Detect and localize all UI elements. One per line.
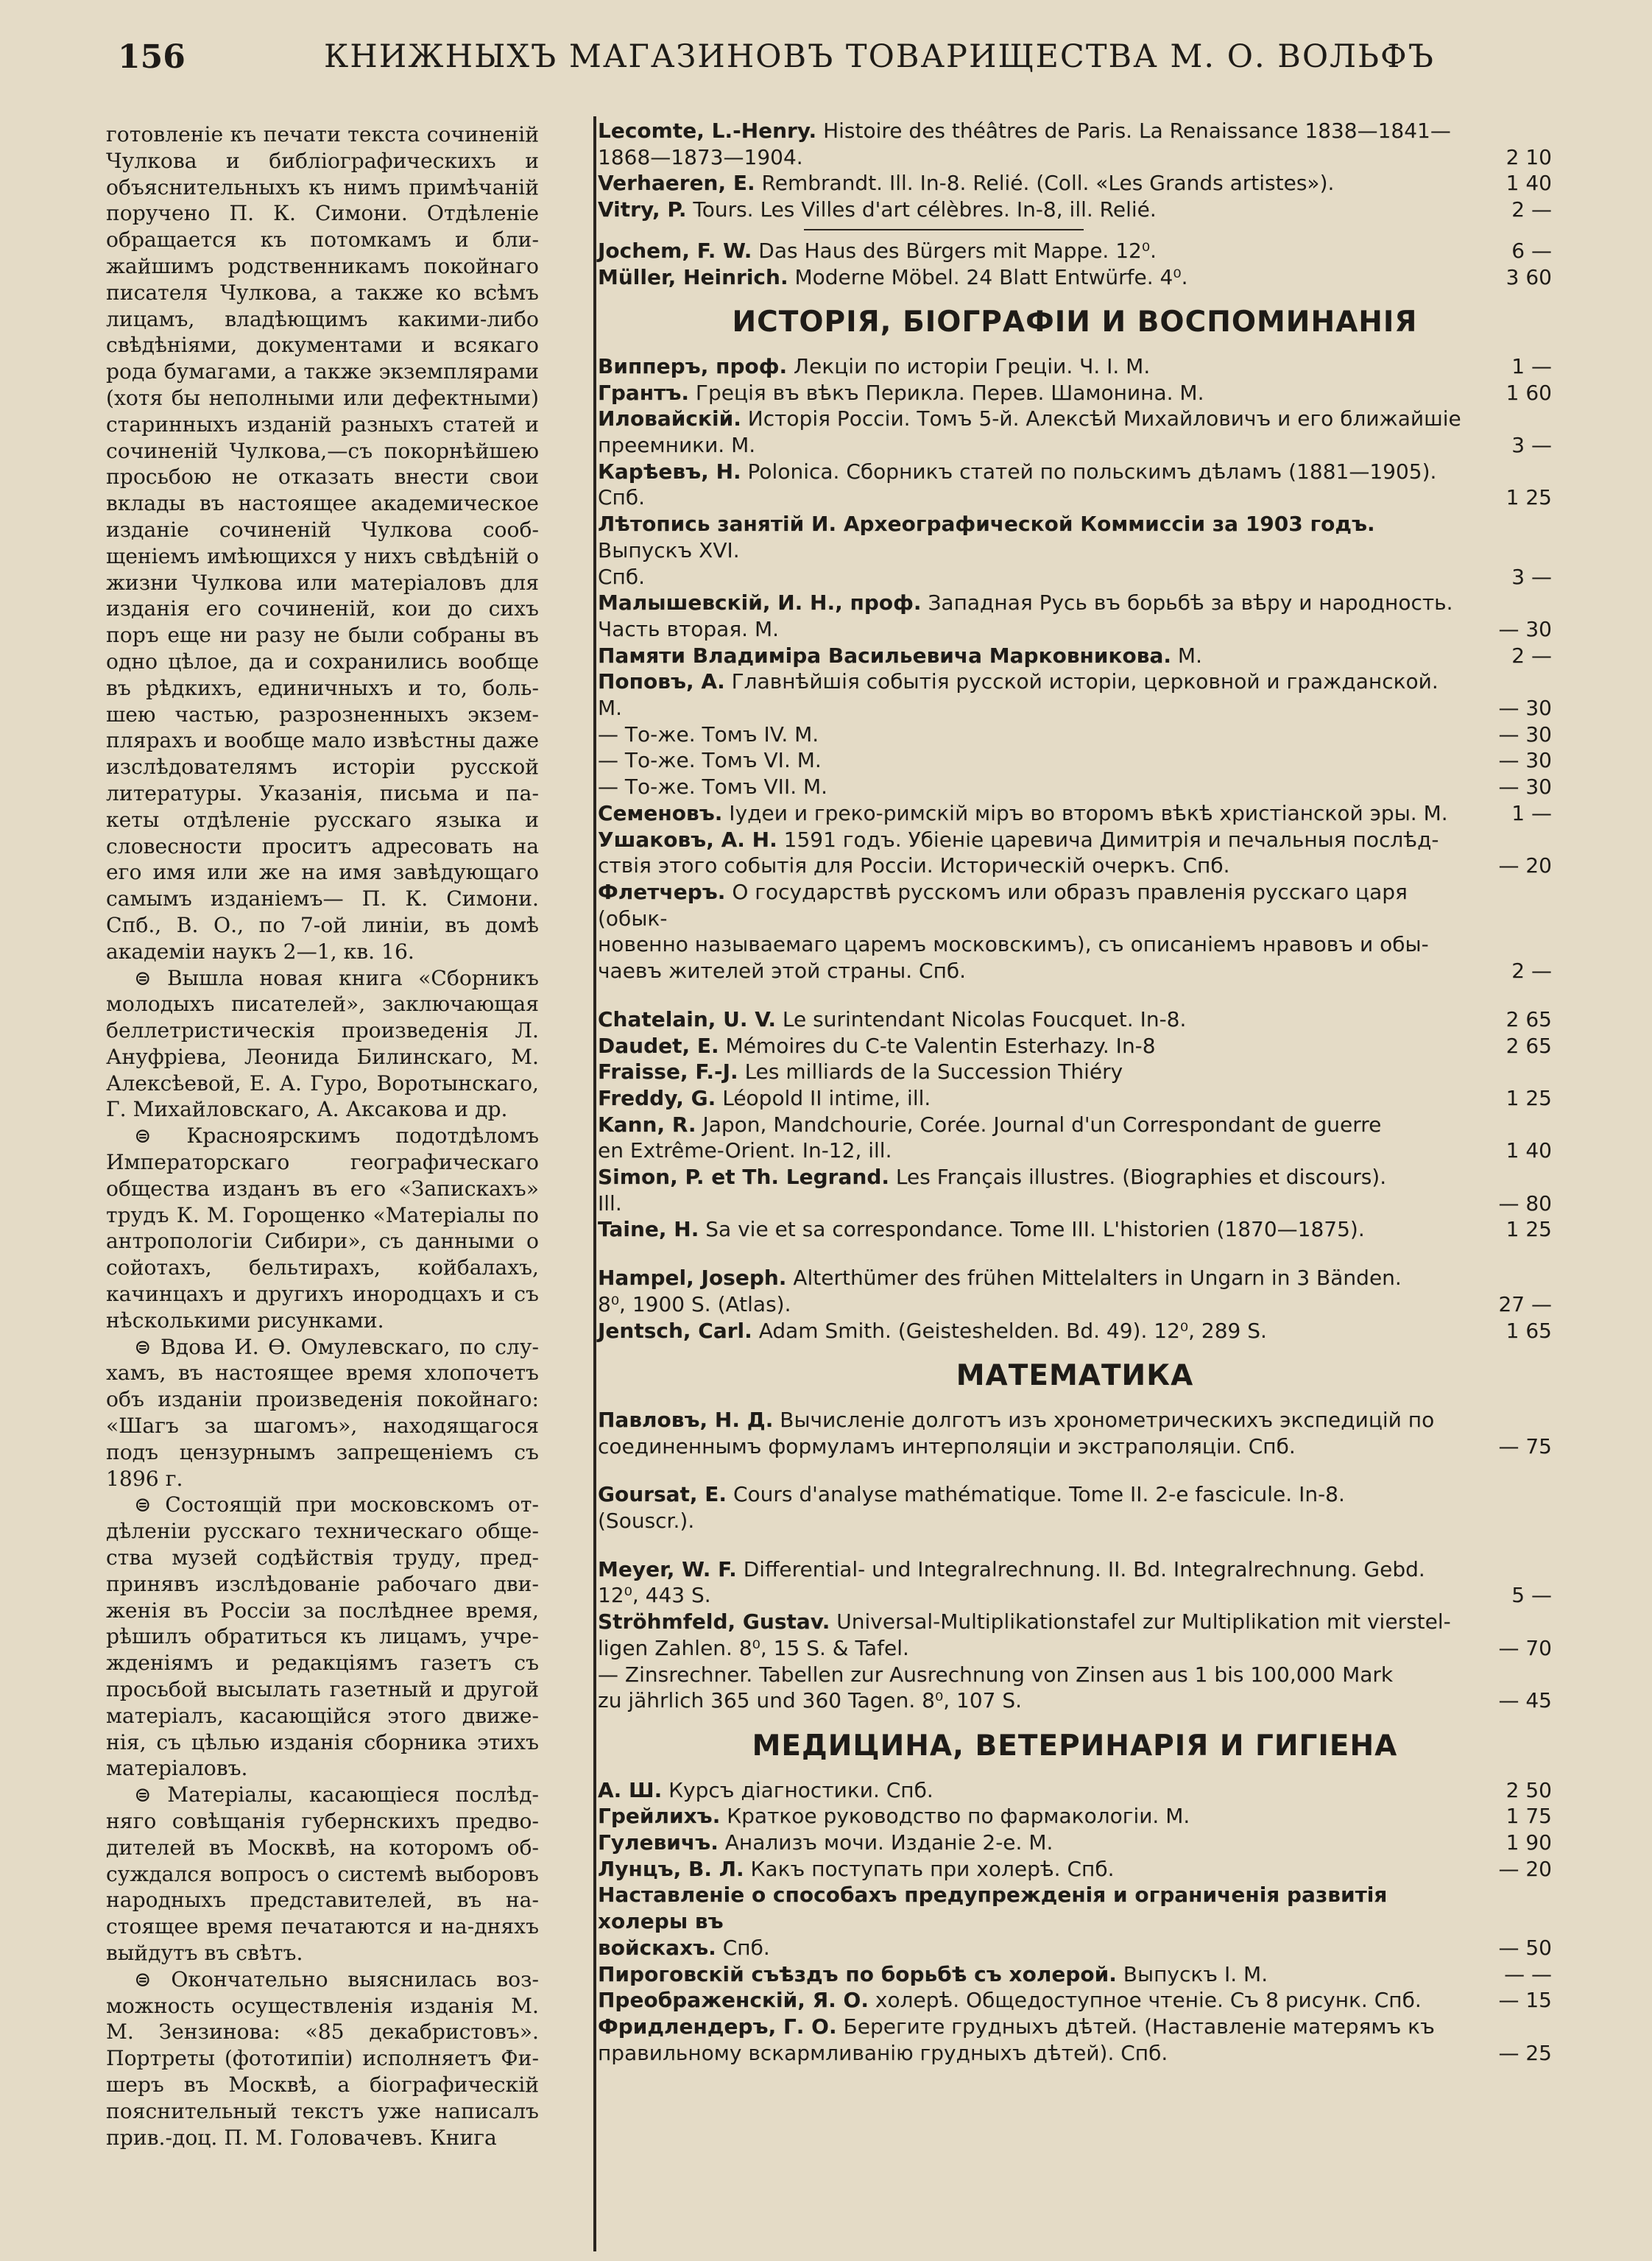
entry-text bbox=[598, 1112, 1464, 1164]
entry-author: Фридлендеръ, Г. О. bbox=[598, 2014, 837, 2039]
entry-price: 1 40 bbox=[1505, 1138, 1552, 1163]
entry-title: Universal-Multiplikationstafel zur Multiplikation mit vierstel- ligen Zahlen. 8⁰, 15 S. & Tafel. bbox=[598, 1609, 1451, 1660]
entry-text bbox=[598, 170, 1464, 197]
entry-author: Verhaeren, E. bbox=[598, 171, 755, 196]
entry-price: 3 — bbox=[1511, 433, 1552, 458]
catalog-entry bbox=[598, 590, 1552, 642]
entry-price: 6 — bbox=[1511, 238, 1552, 263]
catalog-entry bbox=[598, 1112, 1552, 1164]
history-list-french bbox=[598, 1006, 1552, 1243]
entry-author: Jochem, F. W. bbox=[598, 238, 752, 263]
catalog-entry bbox=[598, 1033, 1552, 1059]
entry-text bbox=[598, 1662, 1464, 1714]
math-list-german bbox=[598, 1556, 1552, 1714]
entry-text bbox=[598, 879, 1464, 984]
catalog-entry bbox=[598, 1216, 1552, 1243]
entry-title: Іудеи и греко-римскій міръ во второмъ вѣкѣ христіанской эры. М. bbox=[722, 800, 1448, 825]
catalog-entry bbox=[598, 2014, 1552, 2066]
news-paragraph: ⊜ Состоящій при московскомъ отдѣленіи русскаго техническаго общества музей содѣйствія труду, предпринявъ изслѣдованіе рабочаго движенія въ Россіи за послѣднее время, рѣшилъ обратиться къ лицамъ, учрежденіямъ и редакціямъ газетъ съ просьбой высылать газетный и другой матеріалъ, касающійся этого движенія, съ цѣлью изданія сборника этихъ матеріаловъ. bbox=[106, 1492, 539, 1781]
entry-author: Пироговскій съѣздъ по борьбѣ съ холерой. bbox=[598, 1961, 1117, 1986]
entry-author: Simon, P. et Th. Legrand. bbox=[598, 1165, 889, 1190]
entry-author: Ушаковъ, А. Н. bbox=[598, 827, 777, 852]
entry-price: — 20 bbox=[1498, 1856, 1552, 1881]
math-list-russian bbox=[598, 1407, 1552, 1459]
catalog-entry bbox=[598, 669, 1552, 721]
entry-price: — 70 bbox=[1498, 1635, 1552, 1660]
catalog-entry bbox=[598, 879, 1552, 984]
entry-title: Adam Smith. (Geisteshelden. Bd. 49). 12⁰, 289 S. bbox=[752, 1318, 1267, 1343]
entry-price: 2 10 bbox=[1505, 144, 1552, 169]
entry-author: Карѣевъ, Н. bbox=[598, 459, 741, 484]
entry-title: Tours. Les Villes d'art célèbres. In-8, ill. Relié. bbox=[686, 197, 1157, 222]
entry-price: 3 — bbox=[1511, 564, 1552, 589]
history-list-german bbox=[598, 1265, 1552, 1344]
entry-title: Анализъ мочи. Изданіе 2-е. М. bbox=[718, 1830, 1053, 1855]
entry-price: 1 90 bbox=[1505, 1830, 1552, 1855]
entry-price: 2 65 bbox=[1505, 1033, 1552, 1058]
entry-text bbox=[598, 722, 1464, 748]
catalog-entry bbox=[598, 1662, 1552, 1714]
entry-text bbox=[598, 1164, 1464, 1216]
entry-text bbox=[598, 669, 1464, 721]
entry-text bbox=[598, 1987, 1464, 2014]
entry-text bbox=[598, 238, 1464, 264]
entry-title: Mémoires du C-te Valentin Esterhazy. In-8 bbox=[719, 1033, 1156, 1058]
entry-author: Kann, R. bbox=[598, 1112, 696, 1137]
section-title-history: ИСТОРІЯ, БІОГРАФІИ И ВОСПОМИНАНІЯ bbox=[732, 306, 1418, 339]
entry-text bbox=[598, 1216, 1464, 1243]
entry-title: Moderne Möbel. 24 Blatt Entwürfe. 4⁰. bbox=[788, 264, 1188, 289]
entry-price: 1 25 bbox=[1505, 485, 1552, 510]
section-title-medicine: МЕДИЦИНА, ВЕТЕРИНАРІЯ И ГИГІЕНА bbox=[752, 1729, 1398, 1763]
catalog-entry bbox=[598, 1059, 1552, 1085]
entry-title: Sa vie et sa correspondance. Tome III. L'historien (1870—1875). bbox=[699, 1217, 1365, 1242]
entry-title: Западная Русь въ борьбѣ за вѣру и народность. Часть вторая. М. bbox=[598, 590, 1453, 641]
news-paragraph: готовленіе къ печати текста сочиненій Чулкова и библіографическихъ и объяснительныхъ къ нимъ примѣчаній поручено П. К. Симони. Отдѣленіе обращается къ потомкамъ и ближайшимъ родственникамъ покойнаго писателя Чулкова, а также ко всѣмъ лицамъ, владѣющимъ какими-либо свѣдѣніями, документами и всякаго рода бумагами, а также экземплярами (хотя бы неполными или дефектными) старинныхъ изданій разныхъ статей и сочиненій Чулкова,—съ покорнѣйшею просьбою не отказать внести свои вклады въ настоящее академическое изданіе сочиненій Чулкова сообщеніемъ имѣющихся у нихъ свѣдѣній о жизни Чулкова или матеріаловъ для изданія его сочиненій, кои до сихъ поръ еще ни разу не были собраны въ одно цѣлое, да и сохранились вообще въ рѣдкихъ, единичныхъ и то, большею частью, разрозненныхъ экземплярахъ и вообще мало извѣстны даже изслѣдователямъ исторіи русской литературы. Указанія, письма и пакеты отдѣленіе русскаго языка и словесности проситъ адресовать на его имя или же на имя завѣдующаго самымъ изданіемъ— П. К. Симони. Спб., В. О., по 7-ой линіи, въ домѣ академіи наукъ 2—1, кв. 16. bbox=[106, 122, 539, 964]
entry-text bbox=[598, 827, 1464, 879]
entry-text bbox=[598, 1059, 1464, 1085]
catalog-entry bbox=[598, 459, 1552, 511]
entry-author: Памяти Владиміра Васильевича Марковникова. bbox=[598, 643, 1172, 668]
running-title: КНИЖНЫХЪ МАГАЗИНОВЪ ТОВАРИЩЕСТВА М. О. ВОЛЬФЪ bbox=[324, 38, 1435, 75]
section-title-math: МАТЕМАТИКА bbox=[956, 1359, 1194, 1393]
entry-title: Alterthümer des frühen Mittelalters in Ungarn in 3 Bänden. 8⁰, 1900 S. (Atlas). bbox=[598, 1266, 1402, 1316]
entry-text bbox=[598, 2014, 1464, 2066]
entry-title: Japon, Mandchourie, Corée. Journal d'un Correspondant de guerre en Extrême-Orient. In-12, ill. bbox=[598, 1112, 1382, 1163]
catalog-entry bbox=[598, 1856, 1552, 1883]
catalog-entry bbox=[598, 1882, 1552, 1961]
entry-price: — 30 bbox=[1498, 775, 1552, 800]
entry-price: — 30 bbox=[1498, 696, 1552, 721]
entry-price: 1 — bbox=[1511, 800, 1552, 825]
entry-text bbox=[598, 1006, 1464, 1033]
entry-title: — То-же. Томъ IV. М. bbox=[598, 722, 819, 747]
catalog-entry bbox=[598, 264, 1552, 291]
entry-text bbox=[598, 643, 1464, 669]
entry-text bbox=[598, 1407, 1464, 1459]
entry-text bbox=[598, 747, 1464, 774]
entry-price: 1 25 bbox=[1505, 1217, 1552, 1242]
entry-title: Греція въ вѣкъ Перикла. Перев. Шамонина. М. bbox=[689, 380, 1204, 405]
catalog-entry bbox=[598, 511, 1552, 590]
entry-title: Das Haus des Bürgers mit Mappe. 12⁰. bbox=[752, 238, 1157, 263]
news-paragraph: ⊜ Вышла новая книга «Сборникъ молодыхъ писателей», заключающая беллетристическія произведенія Л. Ануфріева, Леонида Билинскаго, М. Алексѣевой, Е. А. Гуро, Воротынскаго, Г. Михайловскаго, А. Аксакова и др. bbox=[106, 965, 539, 1122]
catalog-entry bbox=[598, 1318, 1552, 1344]
entry-text bbox=[598, 1609, 1464, 1661]
entry-price: — 30 bbox=[1498, 748, 1552, 773]
entry-title: Лекціи по исторіи Греціи. Ч. I. М. bbox=[787, 353, 1151, 378]
entry-title: Rembrandt. Ill. In-8. Relié. (Coll. «Les Grands artistes»). bbox=[755, 171, 1335, 196]
catalog-entry bbox=[598, 1407, 1552, 1459]
entry-title: Берегите грудныхъ дѣтей. (Наставленіе матерямъ къ правильному вскармливанію грудныхъ дѣтей). Спб. bbox=[598, 2014, 1435, 2065]
entry-title: 1591 годъ. Убіеніе царевича Димитрія и печальныя послѣд- ствія этого событія для Россіи. Историческій очеркъ. Спб. bbox=[598, 827, 1439, 878]
entry-price: — 75 bbox=[1498, 1433, 1552, 1458]
catalog-entry bbox=[598, 1987, 1552, 2014]
entry-text bbox=[598, 1481, 1464, 1534]
catalog-entry bbox=[598, 1777, 1552, 1804]
page-number: 156 bbox=[118, 38, 186, 76]
entry-text bbox=[598, 1318, 1464, 1344]
catalog-entry bbox=[598, 1265, 1552, 1317]
catalog-entry bbox=[598, 1830, 1552, 1856]
entry-author: Гулевичъ. bbox=[598, 1830, 719, 1855]
entry-text bbox=[598, 459, 1464, 511]
entry-title: — То-же. Томъ VII. М. bbox=[598, 775, 828, 800]
entry-price: — — bbox=[1504, 1961, 1552, 1986]
entry-text bbox=[598, 1033, 1464, 1059]
entry-author: Fraisse, F.-J. bbox=[598, 1059, 738, 1084]
entry-author: Goursat, E. bbox=[598, 1482, 727, 1507]
entry-price: — 80 bbox=[1498, 1191, 1552, 1216]
entry-title: Краткое руководство по фармакологіи. М. bbox=[720, 1804, 1190, 1829]
history-list-russian bbox=[598, 353, 1552, 984]
entry-text bbox=[598, 353, 1464, 380]
entry-title: Léopold II intime, ill. bbox=[716, 1085, 931, 1110]
entry-text bbox=[598, 1777, 1464, 1804]
entry-author: Флетчеръ. bbox=[598, 879, 726, 904]
entry-author: Грантъ. bbox=[598, 380, 690, 405]
entry-price: — 45 bbox=[1498, 1688, 1552, 1713]
entry-text bbox=[598, 1803, 1464, 1830]
catalog-entry bbox=[598, 170, 1552, 197]
catalog-entry bbox=[598, 800, 1552, 827]
entry-author: Lecomte, L.-Henry. bbox=[598, 119, 817, 143]
entry-author: Daudet, E. bbox=[598, 1033, 719, 1058]
entry-text bbox=[598, 118, 1464, 170]
catalog-column bbox=[598, 118, 1552, 2066]
entry-author: Павловъ, Н. Д. bbox=[598, 1407, 774, 1432]
entry-text bbox=[598, 197, 1464, 223]
entry-author: Chatelain, U. V. bbox=[598, 1006, 776, 1031]
catalog-entry bbox=[598, 1006, 1552, 1033]
entry-text bbox=[598, 590, 1464, 642]
catalog-entry bbox=[598, 1085, 1552, 1112]
entry-price: 2 — bbox=[1511, 959, 1552, 984]
column-divider bbox=[593, 116, 596, 2251]
entry-author: Малышевскій, И. Н., проф. bbox=[598, 590, 922, 615]
entry-price: 27 — bbox=[1498, 1291, 1552, 1316]
entry-title: Исторія Россіи. Томъ 5-й. Алексѣй Михайловичъ и его ближайшіе преемники. М. bbox=[598, 406, 1461, 458]
math-list-french bbox=[598, 1481, 1552, 1534]
entry-text bbox=[598, 774, 1464, 800]
catalog-entry bbox=[598, 747, 1552, 774]
news-paragraph: ⊜ Вдова И. Ѳ. Омулевскаго, по слухамъ, въ настоящее время хлопочетъ объ изданіи произведенія покойнаго: «Шагъ за шагомъ», находящагося подъ цензурнымъ запрещеніемъ съ 1896 г. bbox=[106, 1334, 539, 1491]
news-column bbox=[106, 121, 539, 2151]
entry-author: Семеновъ. bbox=[598, 800, 723, 825]
entry-title: Histoire des théâtres de Paris. La Renaissance 1838—1841— 1868—1873—1904. bbox=[598, 119, 1451, 169]
entry-title: Выпускъ XVI. Спб. bbox=[598, 537, 740, 589]
entry-text bbox=[598, 1856, 1464, 1883]
entry-text bbox=[598, 1830, 1464, 1856]
entry-author: Лѣтопись занятій И. Археографической Коммиссіи за 1903 годъ. bbox=[598, 512, 1375, 537]
catalog-entry bbox=[598, 1961, 1552, 1988]
catalog-entry bbox=[598, 722, 1552, 748]
entry-price: 1 60 bbox=[1505, 380, 1552, 405]
art-list-french bbox=[598, 118, 1552, 223]
entry-author: Jentsch, Carl. bbox=[598, 1318, 752, 1343]
catalog-entry bbox=[598, 827, 1552, 879]
entry-author: Лунцъ, В. Л. bbox=[598, 1856, 744, 1881]
entry-price: — 30 bbox=[1498, 616, 1552, 641]
entry-author: Hampel, Joseph. bbox=[598, 1266, 787, 1291]
entry-author: Иловайскій. bbox=[598, 406, 741, 431]
entry-title: М. bbox=[1171, 643, 1202, 668]
catalog-entry bbox=[598, 1481, 1552, 1534]
entry-price: 1 25 bbox=[1505, 1085, 1552, 1110]
entry-price: 5 — bbox=[1511, 1583, 1552, 1608]
entry-price: 1 — bbox=[1511, 353, 1552, 378]
catalog-entry bbox=[598, 118, 1552, 170]
entry-price: — 15 bbox=[1498, 1988, 1552, 2013]
entry-price: 1 75 bbox=[1505, 1804, 1552, 1829]
entry-title: Polonica. Сборникъ статей по польскимъ дѣламъ (1881—1905). Спб. bbox=[598, 459, 1437, 510]
entry-title: Вычисленіе долготъ изъ хронометрическихъ экспедицій по соединеннымъ формуламъ интерполяціи и экстраполяціи. Спб. bbox=[598, 1407, 1435, 1458]
entry-price: 2 — bbox=[1511, 197, 1552, 222]
entry-title: Курсъ діагностики. Спб. bbox=[662, 1777, 933, 1802]
entry-title: Les milliards de la Succession Thiéry bbox=[738, 1059, 1123, 1084]
catalog-entry bbox=[598, 406, 1552, 458]
entry-title: Cours d'analyse mathématique. Tome II. 2-e fascicule. In-8. (Souscr.). bbox=[598, 1482, 1345, 1534]
news-paragraph: ⊜ Матеріалы, касающіеся послѣдняго совѣщанія губернскихъ предводителей въ Москвѣ, на которомъ обсуждался вопросъ о системѣ выборовъ народныхъ представителей, въ настоящее время печатаются и на-дняхъ выйдутъ въ свѣтъ. bbox=[106, 1782, 539, 1965]
entry-text bbox=[598, 1265, 1464, 1317]
entry-title: О государствѣ русскомъ или образъ правленія русскаго царя (обык- новенно называемаго царемъ московскимъ), съ описаніемъ нравовъ и обы- чаевъ жителей этой страны. Спб. bbox=[598, 879, 1429, 984]
news-paragraph: ⊜ Красноярскимъ подотдѣломъ Императорскаго географическаго общества изданъ въ его «Запискахъ» трудъ К. М. Горощенко «Матеріалы по антропологіи Сибири», съ данными о сойотахъ, бельтирахъ, койбалахъ, качинцахъ и другихъ инородцахъ и съ нѣсколькими рисунками. bbox=[106, 1124, 539, 1333]
entry-title: Differential- und Integralrechnung. II. Bd. Integralrechnung. Gebd. 12⁰, 443 S. bbox=[598, 1556, 1425, 1608]
entry-title: Спб. bbox=[716, 1935, 770, 1960]
entry-price: 3 60 bbox=[1505, 264, 1552, 289]
section-rule bbox=[804, 229, 1084, 230]
art-list-german bbox=[598, 238, 1552, 290]
medicine-list-russian bbox=[598, 1777, 1552, 2067]
catalog-entry bbox=[598, 380, 1552, 406]
entry-author: Taine, H. bbox=[598, 1217, 699, 1242]
catalog-entry bbox=[598, 1803, 1552, 1830]
entry-text bbox=[598, 264, 1464, 291]
entry-price: — 25 bbox=[1498, 2040, 1552, 2065]
entry-price: 1 40 bbox=[1505, 171, 1552, 196]
entry-text bbox=[598, 1882, 1464, 1961]
entry-author: Поповъ, А. bbox=[598, 669, 725, 694]
entry-title: Какъ поступать при холерѣ. Спб. bbox=[744, 1856, 1115, 1881]
entry-title: — Zinsrechner. Tabellen zur Ausrechnung von Zinsen aus 1 bis 100,000 Mark zu jährlich 365 und 360 Tagen. 8⁰, 107 S. bbox=[598, 1662, 1394, 1713]
catalog-entry bbox=[598, 1164, 1552, 1216]
catalog-entry bbox=[598, 238, 1552, 264]
entry-text bbox=[598, 1961, 1464, 1988]
catalog-entry bbox=[598, 197, 1552, 223]
entry-author: Наставленіе о способахъ предупрежденія и ограниченія развитія холеры въ войскахъ. bbox=[598, 1883, 1388, 1960]
entry-text bbox=[598, 511, 1464, 590]
entry-text bbox=[598, 1085, 1464, 1112]
entry-title: Выпускъ I. М. bbox=[1116, 1961, 1268, 1986]
entry-text bbox=[598, 406, 1464, 458]
entry-title: Les Français illustres. (Biographies et discours). Ill. bbox=[598, 1165, 1387, 1216]
entry-title: — То-же. Томъ VI. М. bbox=[598, 748, 822, 773]
catalog-entry bbox=[598, 1556, 1552, 1609]
news-paragraph: ⊜ Окончательно выяснилась возможность осуществленія изданія М. М. Зензинова: «85 декабристовъ». Портреты (фототипіи) исполняетъ Фишеръ въ Москвѣ, а біографическій пояснительный текстъ уже написалъ прив.-доц. П. М. Головачевъ. Книга bbox=[106, 1967, 539, 2150]
entry-author: А. Ш. bbox=[598, 1777, 663, 1802]
entry-text bbox=[598, 800, 1464, 827]
entry-author: Meyer, W. F. bbox=[598, 1556, 737, 1581]
catalog-entry bbox=[598, 1609, 1552, 1661]
entry-author: Müller, Heinrich. bbox=[598, 264, 788, 289]
entry-price: 2 50 bbox=[1505, 1777, 1552, 1802]
entry-author: Випперъ, проф. bbox=[598, 353, 788, 378]
entry-author: Ströhmfeld, Gustav. bbox=[598, 1609, 830, 1634]
entry-author: Преображенскій, Я. О. bbox=[598, 1988, 869, 2013]
catalog-entry bbox=[598, 774, 1552, 800]
entry-price: 2 — bbox=[1511, 643, 1552, 668]
entry-title: Главнѣйшія событія русской исторіи, церковной и гражданской. М. bbox=[598, 669, 1439, 721]
entry-price: 2 65 bbox=[1505, 1006, 1552, 1031]
catalog-entry bbox=[598, 643, 1552, 669]
entry-text bbox=[598, 1556, 1464, 1609]
entry-text bbox=[598, 380, 1464, 406]
entry-price: — 30 bbox=[1498, 722, 1552, 747]
entry-title: Le surintendant Nicolas Foucquet. In-8. bbox=[775, 1006, 1187, 1031]
entry-price: — 50 bbox=[1498, 1935, 1552, 1960]
entry-price: — 20 bbox=[1498, 853, 1552, 878]
catalog-entry bbox=[598, 353, 1552, 380]
entry-price: 1 65 bbox=[1505, 1318, 1552, 1343]
entry-author: Vitry, P. bbox=[598, 197, 687, 222]
entry-author: Freddy, G. bbox=[598, 1085, 716, 1110]
entry-author: Грейлихъ. bbox=[598, 1804, 721, 1829]
entry-title: холерѣ. Общедоступное чтеніе. Съ 8 рисунк. Спб. bbox=[868, 1988, 1422, 2013]
